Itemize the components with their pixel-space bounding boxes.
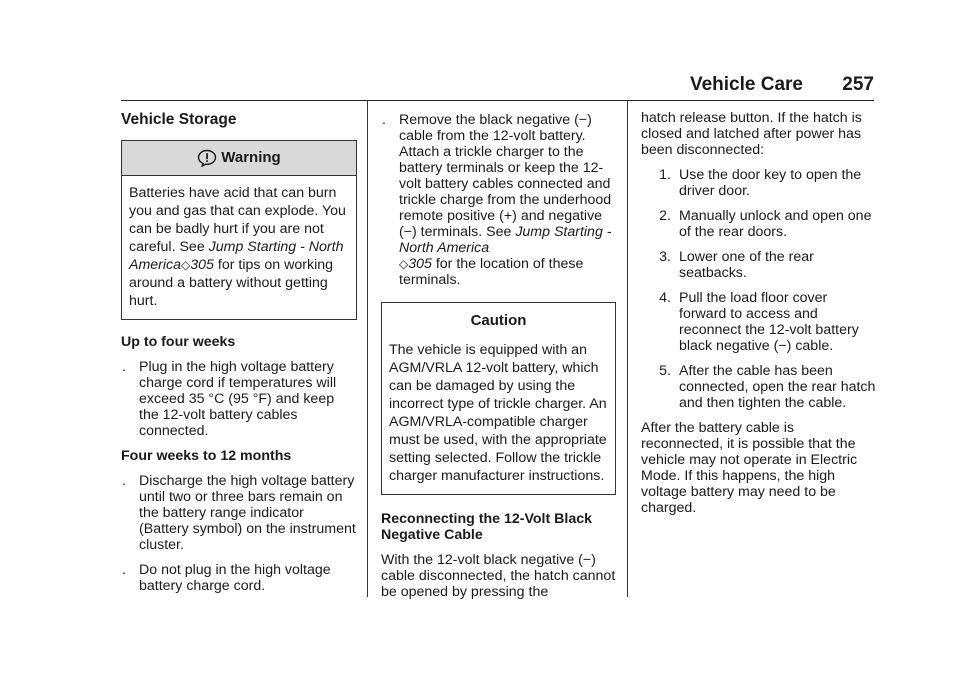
list-item bbox=[381, 112, 616, 288]
step-number: 1. bbox=[659, 167, 671, 183]
list-item-text bbox=[399, 112, 616, 288]
subheading-four-weeks-to-12-months: Four weeks to 12 months bbox=[121, 448, 292, 464]
step-item bbox=[641, 167, 877, 199]
step-text: After the cable has been connected, open the rear hatch and then tighten the cable. bbox=[679, 363, 876, 411]
column-1 bbox=[121, 100, 357, 603]
page-header bbox=[0, 74, 874, 96]
column-divider-1 bbox=[367, 100, 368, 597]
warning-ref-link[interactable]: Jump Starting - North America bbox=[129, 239, 344, 273]
step-item bbox=[641, 208, 877, 240]
step-item bbox=[641, 363, 877, 411]
list-item-text: Do not plug in the high voltage battery charge cord. bbox=[139, 562, 331, 594]
caution-header bbox=[382, 303, 615, 339]
subheading-up-to-four-weeks: Up to four weeks bbox=[121, 334, 236, 350]
jump-starting-ref-link[interactable]: Jump Starting - North America bbox=[399, 224, 612, 256]
page-number: 257 bbox=[842, 74, 874, 95]
page-ref-icon: ◇ bbox=[181, 258, 191, 272]
warning-box bbox=[121, 140, 357, 320]
caution-title: Caution bbox=[470, 312, 527, 329]
warning-body bbox=[122, 176, 356, 319]
bullet-text-a: Remove the black negative (−) cable from the 12-volt battery. Attach a trickle charger to the battery terminals or keep the 12-volt battery cables connected and trickle charge from the underhood remote positive (+) and negative (−) terminals. See bbox=[399, 112, 612, 240]
list-item bbox=[121, 473, 357, 553]
outro-paragraph: After the battery cable is reconnected, it is possible that the vehicle may not operate in Electric Mode. If this happens, the high voltage battery may need to be charged. bbox=[641, 420, 858, 516]
step-number: 5. bbox=[659, 363, 671, 379]
warning-header bbox=[122, 141, 356, 176]
step-item bbox=[641, 249, 877, 281]
caution-box bbox=[381, 302, 616, 495]
step-item bbox=[641, 290, 877, 354]
subheading-reconnecting: Reconnecting the 12-Volt Black Negative Cable bbox=[381, 511, 593, 543]
warning-text-a: Batteries have acid that can burn you and gas that can explode. You can be badly hurt if you are not careful. See bbox=[129, 185, 346, 255]
step-text: Lower one of the rear seatbacks. bbox=[679, 249, 814, 281]
step-text: Use the door key to open the driver door. bbox=[679, 167, 862, 199]
step-text: Pull the load floor cover forward to access and reconnect the 12-volt battery black negative (−) cable. bbox=[679, 290, 859, 354]
step-number: 4. bbox=[659, 290, 671, 306]
warning-icon bbox=[197, 149, 217, 167]
intro-paragraph: hatch release button. If the hatch is closed and latched after power has been disconnected: bbox=[641, 110, 862, 158]
caution-body: The vehicle is equipped with an AGM/VRLA 12-volt battery, which can be damaged by using the incorrect type of trickle charger. An AGM/VRLA-compatible charger must be used, with the appropriate setting selected. Follow the trickle charger manufacturer instructions. bbox=[389, 342, 607, 484]
warning-text-b: for tips on working around a battery without getting hurt. bbox=[129, 257, 334, 309]
bullet-marker: . bbox=[122, 473, 126, 489]
section-title: Vehicle Care bbox=[689, 74, 804, 95]
step-number: 3. bbox=[659, 249, 671, 265]
warning-ref-page[interactable]: 305 bbox=[190, 257, 214, 273]
list-item-text: Plug in the high voltage battery charge cord if temperatures will exceed 35 °C (95 °F) and keep the 12-volt battery cables connected. bbox=[139, 359, 337, 439]
page-ref-icon: ◇ bbox=[399, 257, 409, 271]
column-divider-2 bbox=[627, 100, 628, 597]
warning-title: Warning bbox=[221, 149, 281, 166]
column-2 bbox=[381, 100, 616, 609]
bullet-marker: . bbox=[382, 112, 386, 128]
list-item-text: Discharge the high voltage battery until two or three bars remain on the battery range indicator (Battery symbol) on the instrument cluster. bbox=[139, 473, 356, 553]
bullet-marker: . bbox=[122, 562, 126, 578]
column-3 bbox=[641, 100, 877, 525]
section-heading: Vehicle Storage bbox=[121, 111, 237, 128]
step-number: 2. bbox=[659, 208, 671, 224]
paragraph: With the 12-volt black negative (−) cable disconnected, the hatch cannot be opened by pressing the bbox=[381, 552, 616, 600]
bullet-marker: . bbox=[122, 359, 126, 375]
list-item bbox=[121, 562, 357, 594]
jump-starting-ref-page[interactable]: 305 bbox=[408, 256, 432, 272]
list-item bbox=[121, 359, 357, 439]
numbered-steps bbox=[641, 167, 877, 411]
bullet-text-b: for the location of these terminals. bbox=[399, 256, 584, 288]
step-text: Manually unlock and open one of the rear doors. bbox=[679, 208, 872, 240]
